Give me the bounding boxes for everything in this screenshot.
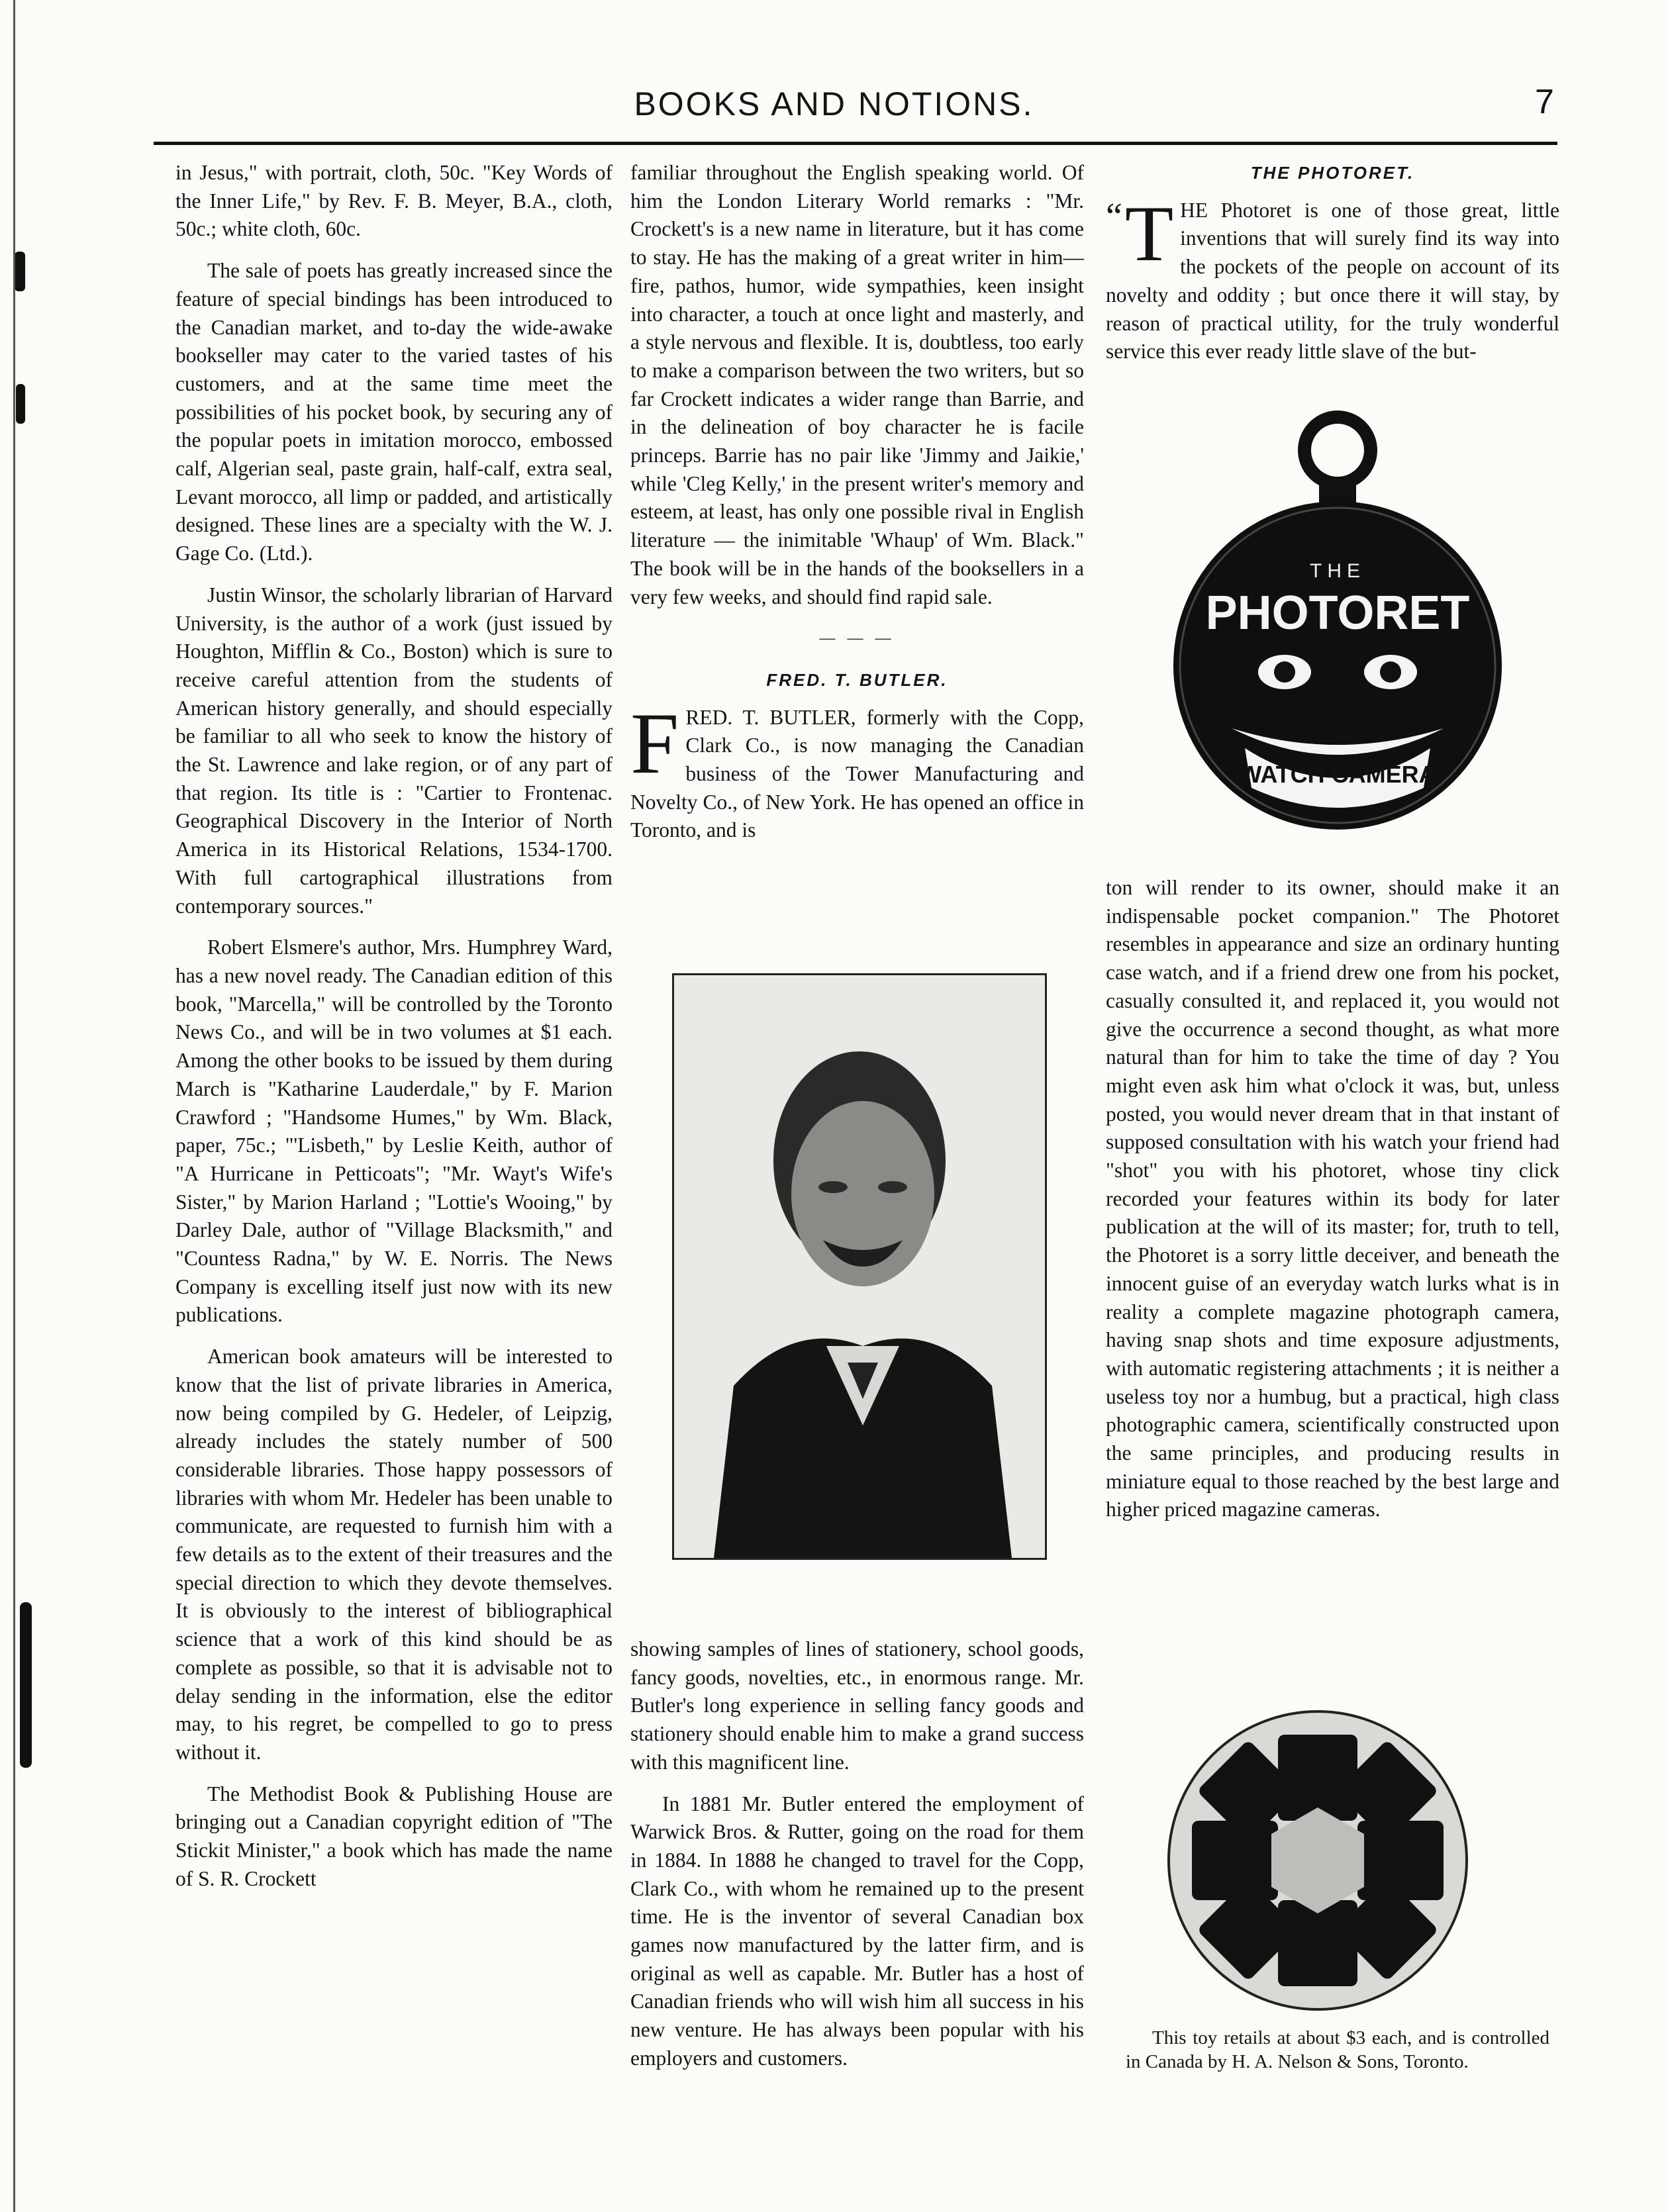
quote-mark: “ <box>1106 195 1122 237</box>
header-rule <box>154 142 1557 145</box>
dropcap-letter: F <box>630 694 679 792</box>
portrait-photo <box>672 973 1047 1560</box>
photo-sample-disc-icon <box>1165 1708 1470 2013</box>
photoret-camera-icon <box>1165 404 1510 834</box>
article-paragraph: The sale of poets has greatly increased since the feature of special bindings has been introduced to the Canadian market, and to-day the wide-awake bookseller may cater to the varied tastes of his customers, and at the same time meet the possibilities of his pocket book, by securing any of the popular poets in imitation morocco, embossed calf, Algerian seal, paste grain, half-calf, extra seal, Levant morocco, all limp or padded, and artistically designed. These lines are a specialty with the W. J. Gage Co. (Ltd.). <box>175 259 613 565</box>
margin-edge <box>13 0 15 2212</box>
column-middle <box>630 159 1084 858</box>
photoret-intro-block <box>1106 159 1559 366</box>
margin-speck <box>15 252 25 291</box>
photoret-intro-text: HE Photoret is one of those great, little inventions that will surely find its way into the pockets of the people on account of its novelty and oddity ; but once there it will stay, by reason of practical utility, for the truly wonderful service this ever ready little slave of the but- <box>1106 198 1559 363</box>
page-number: 7 <box>1535 83 1554 121</box>
article-paragraph: American book amateurs will be interested to know that the list of private libraries in America, now being compiled by G. Hedeler, of Leipzig, already includes the stately number of 500 considerable libraries. Those happy possessors of libraries with whom Mr. Hedeler has been unable to communicate, are requested to furnish him with a few details as to the extent of their treasures and the special direction to which they devote themselves. It is obviously to the interest of bibliographical science that a work of this kind should be as complete as possible, so that it is advisable not to delay sending in the information, else the editor may, to his regret, be compelled to go to press without it. <box>175 1345 613 1764</box>
article-paragraph: Justin Winsor, the scholarly librarian of Harvard University, is the author of a work (just issued by Houghton, Mifflin & Co., Boston) which is sure to receive careful attention from the students of American history generally, and should especially be familiar to all who seek to know the history of the St. Lawrence and lake region, or of any part of that region. Its title is : "Cartier to Frontenac. Geographical Discovery in the Interior of North America in its Historical Relations, 1534-1700. With full cartographical illustrations from contemporary sources." <box>175 583 613 918</box>
page-header-title: BOOKS AND NOTIONS. <box>634 85 1034 122</box>
photoret-heading: THE PHOTORET. <box>1250 163 1415 183</box>
article-paragraph: Robert Elsmere's author, Mrs. Humphrey Ward, has a new novel ready. The Canadian edition of this book, "Marcella," will be controlled by the Toronto News Co., and will be in two volumes at $1 each. Among the other books to be issued by them during March is "Katharine Lauderdale," by F. Marion Crawford ; "Handsome Humes," by Wm. Black, paper, 75c.; "'Lisbeth," by Leslie Keith, author of "A Hurricane in Petticoats"; "Mr. Wayt's Wife's Sister," by Marion Harland ; "Lottie's Wooing," by Darley Dale, author of "Village Blacksmith," and "Countess Radna," by W. E. Norris. The News Company is excelling itself just now with its new publications. <box>175 936 613 1327</box>
photoret-illustration <box>1165 404 1510 834</box>
column-right <box>1106 874 1559 1537</box>
article-paragraph: in Jesus," with portrait, cloth, 50c. "Key Words of the Inner Life," by Rev. F. B. Meyer, B.A., cloth, 50c.; white cloth, 60c. <box>175 161 613 241</box>
camera-top-text: THE <box>1310 560 1365 582</box>
column-left <box>175 159 613 1906</box>
medallion-caption <box>1126 2026 1549 2074</box>
portrait-illustration <box>674 975 1045 1558</box>
dropcap-letter: T <box>1124 189 1174 277</box>
margin-speck <box>20 1602 32 1768</box>
photoret-intro <box>1106 189 1559 366</box>
section-separator: — — — <box>819 630 895 648</box>
margin-speck <box>16 384 25 424</box>
camera-band-text: WATCH CAMERA <box>1239 761 1436 788</box>
article-paragraph: familiar throughout the English speaking world. Of him the London Literary World remarks : "Mr. Crockett's is a new name in literature, but it has come to stay. He has the making of a great writer in him—fire, pathos, humor, wide sympathies, keen insight into character, a touch at once light and masterly, and a style nervous and flexible. It is, doubtless, too early to make a comparison between the two writers, but so far Crockett indicates a wider range than Barrie, and in the delineation of boy character he is facile princeps. Barrie has no pair like 'Jimmy and Jaikie,' while 'Cleg Kelly,' in the present writer's memory and esteem, at least, has only one possible rival in English literature — the inimitable 'Whaup' of Wm. Black." The book will be in the hands of the booksellers in a very few weeks, and should find rapid sale. <box>630 161 1084 608</box>
butler-intro-text: RED. T. BUTLER, formerly with the Copp, Clark Co., is now managing the Canadian business of the Tower Manufacturing and Novelty Co., of New York. He has opened an office in Toronto, and is <box>630 705 1084 842</box>
camera-main-text: PHOTORET <box>1205 587 1470 640</box>
column-middle-continued <box>630 1635 1084 2086</box>
butler-heading: FRED. T. BUTLER. <box>766 669 948 690</box>
butler-intro <box>630 694 1084 845</box>
article-paragraph: The Methodist Book & Publishing House are bringing out a Canadian copyright edition of "The Stickit Minister," a book which has made the name of S. R. Crockett <box>175 1782 613 1890</box>
article-paragraph: ton will render to its owner, should make it an indispensable pocket companion." The Photoret resembles in appearance and size an ordinary hunting case watch, and if a friend drew one from his pocket, casually consulted it, and replaced it, you would not give the occurrence a second thought, as what more natural than for him to take the time of day ? You might even ask him what o'clock it was, but, unless posted, you would never dream that in that instant of supposed consultation with his watch your friend had "shot" you with his photoret, whose tiny click recorded your features within its body for later publication at the will of its master; for, truth to tell, the Photoret is a sorry little deceiver, and beneath the innocent guise of an everyday watch lurks what is in reality a complete magazine photograph camera, having snap shots and time exposure adjustments, with automatic registering attachments ; it is neither a useless toy nor a humbug, but a practical, high class photographic camera, scientifically constructed upon the same principles, and producing results in miniature equal to those reached by the best large and higher priced magazine cameras. <box>1106 876 1559 1521</box>
caption-text: This toy retails at about $3 each, and is controlled in Canada by H. A. Nelson & Sons, Toronto. <box>1126 2027 1549 2072</box>
article-paragraph: In 1881 Mr. Butler entered the employment of Warwick Bros. & Rutter, going on the road for them in 1884. In 1888 he changed to travel for the Copp, Clark Co., with whom he remained up to the present time. He is the inventor of several Canadian box games now manufactured by the latter firm, and is original as well as capable. Mr. Butler has a host of Canadian friends who will wish him all success in his new venture. He has always been popular with his employers and customers. <box>630 1792 1084 2070</box>
article-paragraph: showing samples of lines of stationery, school goods, fancy goods, novelties, etc., in enormous range. Mr. Butler's long experience in selling fancy goods and stationery should enable him to make a grand success with this magnificent line. <box>630 1637 1084 1774</box>
medallion-illustration <box>1165 1708 1470 2013</box>
